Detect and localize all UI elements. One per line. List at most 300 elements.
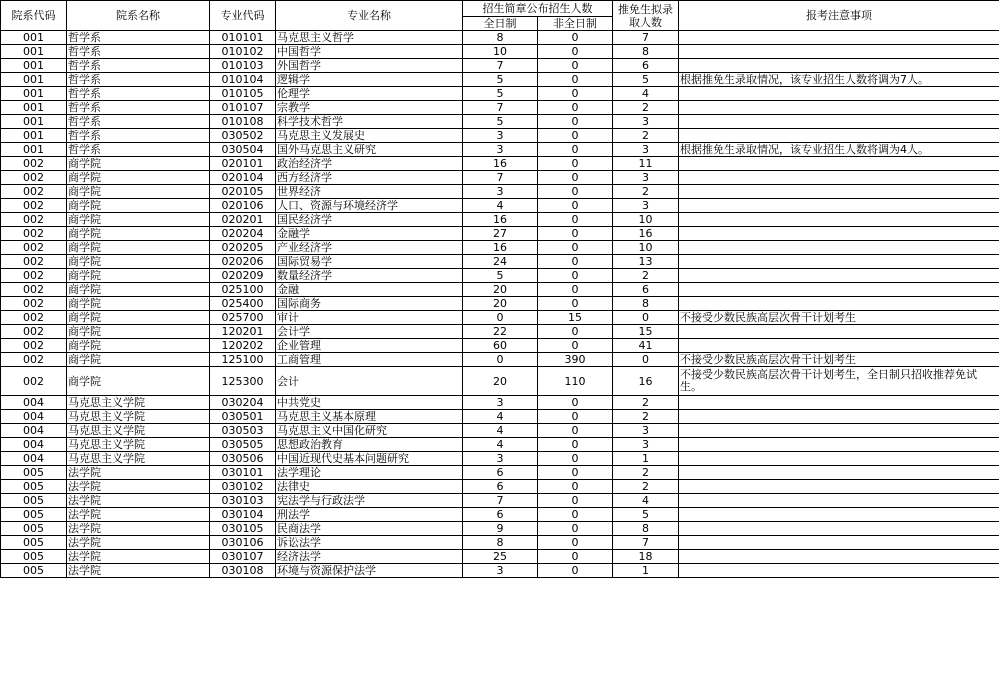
- cell-note: [679, 297, 999, 311]
- table-row: [1, 269, 999, 283]
- header-dept-code: 院系代码: [1, 1, 67, 31]
- cell-dept-name: 哲学系: [67, 45, 210, 59]
- cell-full-time: 5: [463, 115, 538, 129]
- cell-part-time: 0: [538, 185, 613, 199]
- cell-note: [679, 185, 999, 199]
- cell-full-time: 9: [463, 522, 538, 536]
- cell-major-name: 刑法学: [276, 508, 463, 522]
- cell-dept-name: 商学院: [67, 339, 210, 353]
- header-quota-group: 招生简章公布招生人数: [463, 1, 613, 17]
- cell-major-name: 法律史: [276, 480, 463, 494]
- cell-full-time: 0: [463, 311, 538, 325]
- cell-dept-code: 004: [1, 452, 67, 466]
- cell-major-code: 020201: [210, 213, 276, 227]
- table-row: [1, 241, 999, 255]
- cell-dept-name: 哲学系: [67, 101, 210, 115]
- cell-part-time: 0: [538, 213, 613, 227]
- cell-major-code: 030102: [210, 480, 276, 494]
- cell-note: [679, 171, 999, 185]
- cell-major-code: 020106: [210, 199, 276, 213]
- cell-dept-name: 哲学系: [67, 87, 210, 101]
- cell-major-name: 逻辑学: [276, 73, 463, 87]
- cell-major-name: 西方经济学: [276, 171, 463, 185]
- cell-part-time: 0: [538, 101, 613, 115]
- table-row: [1, 213, 999, 227]
- cell-exempt: 11: [613, 157, 679, 171]
- cell-full-time: 4: [463, 410, 538, 424]
- cell-dept-code: 002: [1, 339, 67, 353]
- cell-note: [679, 31, 999, 45]
- cell-major-code: 010103: [210, 59, 276, 73]
- cell-major-name: 伦理学: [276, 87, 463, 101]
- cell-full-time: 16: [463, 241, 538, 255]
- cell-major-code: 120201: [210, 325, 276, 339]
- cell-major-name: 马克思主义基本原理: [276, 410, 463, 424]
- cell-major-name: 世界经济: [276, 185, 463, 199]
- cell-dept-code: 001: [1, 129, 67, 143]
- cell-dept-code: 002: [1, 185, 67, 199]
- cell-dept-code: 004: [1, 410, 67, 424]
- cell-note: [679, 536, 999, 550]
- table-row: [1, 353, 999, 367]
- table-row: [1, 494, 999, 508]
- table-row: [1, 115, 999, 129]
- cell-dept-name: 马克思主义学院: [67, 410, 210, 424]
- cell-dept-code: 001: [1, 143, 67, 157]
- cell-exempt: 6: [613, 283, 679, 297]
- cell-part-time: 390: [538, 353, 613, 367]
- cell-dept-name: 法学院: [67, 564, 210, 578]
- cell-exempt: 0: [613, 311, 679, 325]
- table-row: [1, 396, 999, 410]
- header-major-code: 专业代码: [210, 1, 276, 31]
- cell-part-time: 0: [538, 494, 613, 508]
- header-dept-name: 院系名称: [67, 1, 210, 31]
- cell-exempt: 3: [613, 171, 679, 185]
- cell-dept-code: 005: [1, 564, 67, 578]
- cell-note: 不接受少数民族高层次骨干计划考生，全日制只招收推荐免试生。: [679, 367, 999, 396]
- cell-full-time: 7: [463, 171, 538, 185]
- table-row: [1, 129, 999, 143]
- cell-major-name: 马克思主义哲学: [276, 31, 463, 45]
- table-row: [1, 143, 999, 157]
- cell-major-name: 金融学: [276, 227, 463, 241]
- cell-exempt: 13: [613, 255, 679, 269]
- table-row: [1, 466, 999, 480]
- cell-dept-code: 002: [1, 297, 67, 311]
- cell-exempt: 3: [613, 115, 679, 129]
- cell-dept-name: 商学院: [67, 227, 210, 241]
- cell-major-name: 民商法学: [276, 522, 463, 536]
- cell-full-time: 5: [463, 269, 538, 283]
- cell-part-time: 0: [538, 396, 613, 410]
- cell-major-code: 020104: [210, 171, 276, 185]
- cell-full-time: 4: [463, 438, 538, 452]
- cell-part-time: 0: [538, 171, 613, 185]
- cell-exempt: 1: [613, 564, 679, 578]
- cell-dept-code: 002: [1, 353, 67, 367]
- cell-note: [679, 452, 999, 466]
- cell-dept-code: 002: [1, 213, 67, 227]
- cell-exempt: 10: [613, 241, 679, 255]
- cell-full-time: 6: [463, 508, 538, 522]
- cell-major-code: 010107: [210, 101, 276, 115]
- cell-note: [679, 494, 999, 508]
- cell-full-time: 22: [463, 325, 538, 339]
- cell-note: [679, 522, 999, 536]
- cell-full-time: 16: [463, 213, 538, 227]
- cell-note: [679, 508, 999, 522]
- cell-dept-name: 法学院: [67, 536, 210, 550]
- cell-exempt: 18: [613, 550, 679, 564]
- cell-dept-name: 马克思主义学院: [67, 452, 210, 466]
- cell-dept-code: 001: [1, 59, 67, 73]
- cell-part-time: 0: [538, 438, 613, 452]
- cell-major-name: 国际贸易学: [276, 255, 463, 269]
- cell-dept-name: 法学院: [67, 522, 210, 536]
- cell-major-name: 国外马克思主义研究: [276, 143, 463, 157]
- cell-note: 根据推免生录取情况，该专业招生人数将调为4人。: [679, 143, 999, 157]
- cell-exempt: 3: [613, 143, 679, 157]
- cell-dept-name: 法学院: [67, 508, 210, 522]
- cell-note: 根据推免生录取情况，该专业招生人数将调为7人。: [679, 73, 999, 87]
- cell-part-time: 0: [538, 73, 613, 87]
- cell-full-time: 25: [463, 550, 538, 564]
- header-part-time: 非全日制: [538, 17, 613, 31]
- table-row: [1, 31, 999, 45]
- cell-note: [679, 396, 999, 410]
- cell-part-time: 0: [538, 241, 613, 255]
- cell-major-code: 030204: [210, 396, 276, 410]
- cell-part-time: 0: [538, 508, 613, 522]
- cell-major-code: 030105: [210, 522, 276, 536]
- cell-exempt: 4: [613, 494, 679, 508]
- cell-part-time: 0: [538, 550, 613, 564]
- cell-dept-name: 马克思主义学院: [67, 424, 210, 438]
- cell-exempt: 5: [613, 73, 679, 87]
- cell-major-code: 030503: [210, 424, 276, 438]
- header-exempt: 推免生拟录取人数: [613, 1, 679, 31]
- cell-major-code: 020209: [210, 269, 276, 283]
- cell-exempt: 2: [613, 269, 679, 283]
- cell-dept-code: 005: [1, 494, 67, 508]
- cell-full-time: 20: [463, 367, 538, 396]
- cell-note: [679, 255, 999, 269]
- cell-note: [679, 59, 999, 73]
- cell-major-name: 国际商务: [276, 297, 463, 311]
- cell-dept-code: 002: [1, 241, 67, 255]
- table-row: [1, 339, 999, 353]
- cell-dept-code: 002: [1, 199, 67, 213]
- cell-part-time: 0: [538, 452, 613, 466]
- table-body: [1, 31, 999, 578]
- cell-major-code: 030108: [210, 564, 276, 578]
- cell-part-time: 0: [538, 255, 613, 269]
- cell-note: [679, 227, 999, 241]
- cell-note: [679, 101, 999, 115]
- cell-major-code: 020204: [210, 227, 276, 241]
- header-row: [1, 1, 999, 17]
- cell-major-name: 政治经济学: [276, 157, 463, 171]
- table-row: [1, 550, 999, 564]
- cell-major-name: 经济法学: [276, 550, 463, 564]
- cell-part-time: 0: [538, 410, 613, 424]
- cell-note: [679, 410, 999, 424]
- cell-part-time: 0: [538, 227, 613, 241]
- cell-major-name: 外国哲学: [276, 59, 463, 73]
- cell-full-time: 4: [463, 199, 538, 213]
- cell-part-time: 110: [538, 367, 613, 396]
- cell-dept-name: 商学院: [67, 213, 210, 227]
- cell-exempt: 5: [613, 508, 679, 522]
- cell-major-code: 010105: [210, 87, 276, 101]
- cell-major-code: 120202: [210, 339, 276, 353]
- cell-dept-name: 商学院: [67, 283, 210, 297]
- cell-major-name: 宗教学: [276, 101, 463, 115]
- cell-major-code: 030106: [210, 536, 276, 550]
- cell-exempt: 7: [613, 31, 679, 45]
- cell-dept-code: 002: [1, 227, 67, 241]
- cell-dept-name: 法学院: [67, 550, 210, 564]
- cell-dept-name: 哲学系: [67, 115, 210, 129]
- cell-dept-code: 002: [1, 157, 67, 171]
- cell-dept-name: 法学院: [67, 466, 210, 480]
- cell-exempt: 2: [613, 466, 679, 480]
- cell-part-time: 0: [538, 466, 613, 480]
- cell-note: [679, 466, 999, 480]
- table-row: [1, 45, 999, 59]
- cell-full-time: 8: [463, 31, 538, 45]
- table-row: [1, 311, 999, 325]
- cell-major-code: 030501: [210, 410, 276, 424]
- cell-full-time: 3: [463, 185, 538, 199]
- cell-dept-code: 002: [1, 325, 67, 339]
- cell-dept-name: 法学院: [67, 480, 210, 494]
- cell-major-code: 025700: [210, 311, 276, 325]
- cell-major-name: 金融: [276, 283, 463, 297]
- cell-dept-name: 哲学系: [67, 143, 210, 157]
- cell-exempt: 2: [613, 129, 679, 143]
- cell-major-name: 会计学: [276, 325, 463, 339]
- table-row: [1, 255, 999, 269]
- cell-note: [679, 564, 999, 578]
- cell-dept-name: 商学院: [67, 199, 210, 213]
- cell-major-name: 人口、资源与环境经济学: [276, 199, 463, 213]
- table-row: [1, 297, 999, 311]
- cell-dept-code: 002: [1, 269, 67, 283]
- cell-major-name: 数量经济学: [276, 269, 463, 283]
- cell-major-name: 会计: [276, 367, 463, 396]
- cell-dept-name: 马克思主义学院: [67, 438, 210, 452]
- cell-note: [679, 269, 999, 283]
- cell-major-name: 环境与资源保护法学: [276, 564, 463, 578]
- cell-part-time: 0: [538, 59, 613, 73]
- cell-dept-name: 商学院: [67, 297, 210, 311]
- cell-major-code: 030506: [210, 452, 276, 466]
- cell-dept-code: 002: [1, 367, 67, 396]
- cell-major-name: 诉讼法学: [276, 536, 463, 550]
- cell-exempt: 15: [613, 325, 679, 339]
- cell-part-time: 0: [538, 283, 613, 297]
- cell-dept-name: 商学院: [67, 353, 210, 367]
- cell-major-name: 法学理论: [276, 466, 463, 480]
- cell-major-code: 010108: [210, 115, 276, 129]
- cell-major-code: 030104: [210, 508, 276, 522]
- cell-note: [679, 283, 999, 297]
- table-row: [1, 227, 999, 241]
- table-row: [1, 185, 999, 199]
- cell-full-time: 5: [463, 73, 538, 87]
- cell-exempt: 8: [613, 45, 679, 59]
- cell-dept-name: 商学院: [67, 255, 210, 269]
- cell-exempt: 2: [613, 480, 679, 494]
- cell-major-code: 125300: [210, 367, 276, 396]
- cell-part-time: 0: [538, 297, 613, 311]
- cell-major-code: 030101: [210, 466, 276, 480]
- cell-major-name: 工商管理: [276, 353, 463, 367]
- cell-major-name: 科学技术哲学: [276, 115, 463, 129]
- cell-full-time: 27: [463, 227, 538, 241]
- header-notes: 报考注意事项: [679, 1, 999, 31]
- table-row: [1, 171, 999, 185]
- cell-dept-code: 005: [1, 466, 67, 480]
- cell-dept-code: 001: [1, 87, 67, 101]
- cell-full-time: 3: [463, 452, 538, 466]
- cell-full-time: 16: [463, 157, 538, 171]
- table-row: [1, 564, 999, 578]
- table-row: [1, 536, 999, 550]
- cell-dept-code: 004: [1, 396, 67, 410]
- cell-note: [679, 115, 999, 129]
- cell-part-time: 0: [538, 522, 613, 536]
- cell-full-time: 7: [463, 59, 538, 73]
- table-row: [1, 59, 999, 73]
- cell-part-time: 0: [538, 325, 613, 339]
- table-row: [1, 438, 999, 452]
- cell-major-code: 030504: [210, 143, 276, 157]
- table-row: [1, 508, 999, 522]
- cell-major-name: 思想政治教育: [276, 438, 463, 452]
- cell-exempt: 8: [613, 297, 679, 311]
- cell-exempt: 4: [613, 87, 679, 101]
- cell-dept-name: 哲学系: [67, 129, 210, 143]
- cell-full-time: 3: [463, 564, 538, 578]
- table-row: [1, 87, 999, 101]
- cell-part-time: 0: [538, 31, 613, 45]
- cell-major-code: 025400: [210, 297, 276, 311]
- cell-exempt: 10: [613, 213, 679, 227]
- cell-dept-name: 商学院: [67, 185, 210, 199]
- cell-note: [679, 424, 999, 438]
- cell-full-time: 3: [463, 396, 538, 410]
- cell-major-code: 125100: [210, 353, 276, 367]
- cell-exempt: 2: [613, 101, 679, 115]
- table-row: [1, 199, 999, 213]
- cell-major-code: 010104: [210, 73, 276, 87]
- cell-dept-code: 005: [1, 536, 67, 550]
- cell-dept-name: 商学院: [67, 325, 210, 339]
- cell-dept-code: 004: [1, 424, 67, 438]
- cell-part-time: 0: [538, 45, 613, 59]
- cell-major-code: 010102: [210, 45, 276, 59]
- cell-dept-name: 商学院: [67, 157, 210, 171]
- cell-note: [679, 241, 999, 255]
- cell-note: [679, 339, 999, 353]
- cell-exempt: 1: [613, 452, 679, 466]
- table-row: [1, 157, 999, 171]
- cell-part-time: 0: [538, 536, 613, 550]
- cell-full-time: 0: [463, 353, 538, 367]
- cell-part-time: 0: [538, 424, 613, 438]
- cell-exempt: 6: [613, 59, 679, 73]
- cell-exempt: 3: [613, 424, 679, 438]
- cell-dept-code: 005: [1, 522, 67, 536]
- cell-dept-name: 商学院: [67, 241, 210, 255]
- table-row: [1, 325, 999, 339]
- cell-major-code: 030502: [210, 129, 276, 143]
- cell-major-code: 010101: [210, 31, 276, 45]
- cell-note: 不接受少数民族高层次骨干计划考生: [679, 353, 999, 367]
- cell-major-name: 中国近现代史基本问题研究: [276, 452, 463, 466]
- cell-full-time: 6: [463, 466, 538, 480]
- cell-note: [679, 438, 999, 452]
- cell-dept-code: 005: [1, 480, 67, 494]
- cell-part-time: 0: [538, 115, 613, 129]
- cell-note: [679, 87, 999, 101]
- cell-part-time: 0: [538, 339, 613, 353]
- cell-note: [679, 550, 999, 564]
- header-major-name: 专业名称: [276, 1, 463, 31]
- cell-note: 不接受少数民族高层次骨干计划考生: [679, 311, 999, 325]
- cell-major-code: 020101: [210, 157, 276, 171]
- cell-major-name: 宪法学与行政法学: [276, 494, 463, 508]
- table-row: [1, 452, 999, 466]
- cell-exempt: 3: [613, 438, 679, 452]
- cell-dept-name: 商学院: [67, 269, 210, 283]
- cell-dept-code: 002: [1, 171, 67, 185]
- cell-major-code: 030103: [210, 494, 276, 508]
- cell-part-time: 15: [538, 311, 613, 325]
- cell-dept-name: 法学院: [67, 494, 210, 508]
- cell-full-time: 3: [463, 129, 538, 143]
- cell-exempt: 2: [613, 185, 679, 199]
- cell-note: [679, 45, 999, 59]
- cell-major-name: 中共党史: [276, 396, 463, 410]
- cell-major-name: 马克思主义发展史: [276, 129, 463, 143]
- cell-major-name: 企业管理: [276, 339, 463, 353]
- cell-note: [679, 480, 999, 494]
- cell-full-time: 10: [463, 45, 538, 59]
- cell-dept-code: 001: [1, 45, 67, 59]
- table-row: [1, 410, 999, 424]
- cell-dept-code: 001: [1, 101, 67, 115]
- cell-full-time: 3: [463, 143, 538, 157]
- cell-part-time: 0: [538, 269, 613, 283]
- cell-exempt: 2: [613, 410, 679, 424]
- cell-full-time: 8: [463, 536, 538, 550]
- cell-note: [679, 157, 999, 171]
- cell-major-name: 产业经济学: [276, 241, 463, 255]
- cell-exempt: 0: [613, 353, 679, 367]
- cell-full-time: 5: [463, 87, 538, 101]
- cell-major-name: 中国哲学: [276, 45, 463, 59]
- cell-major-code: 020105: [210, 185, 276, 199]
- cell-dept-name: 商学院: [67, 367, 210, 396]
- table-row: [1, 424, 999, 438]
- cell-dept-code: 002: [1, 255, 67, 269]
- cell-exempt: 16: [613, 227, 679, 241]
- cell-major-code: 030107: [210, 550, 276, 564]
